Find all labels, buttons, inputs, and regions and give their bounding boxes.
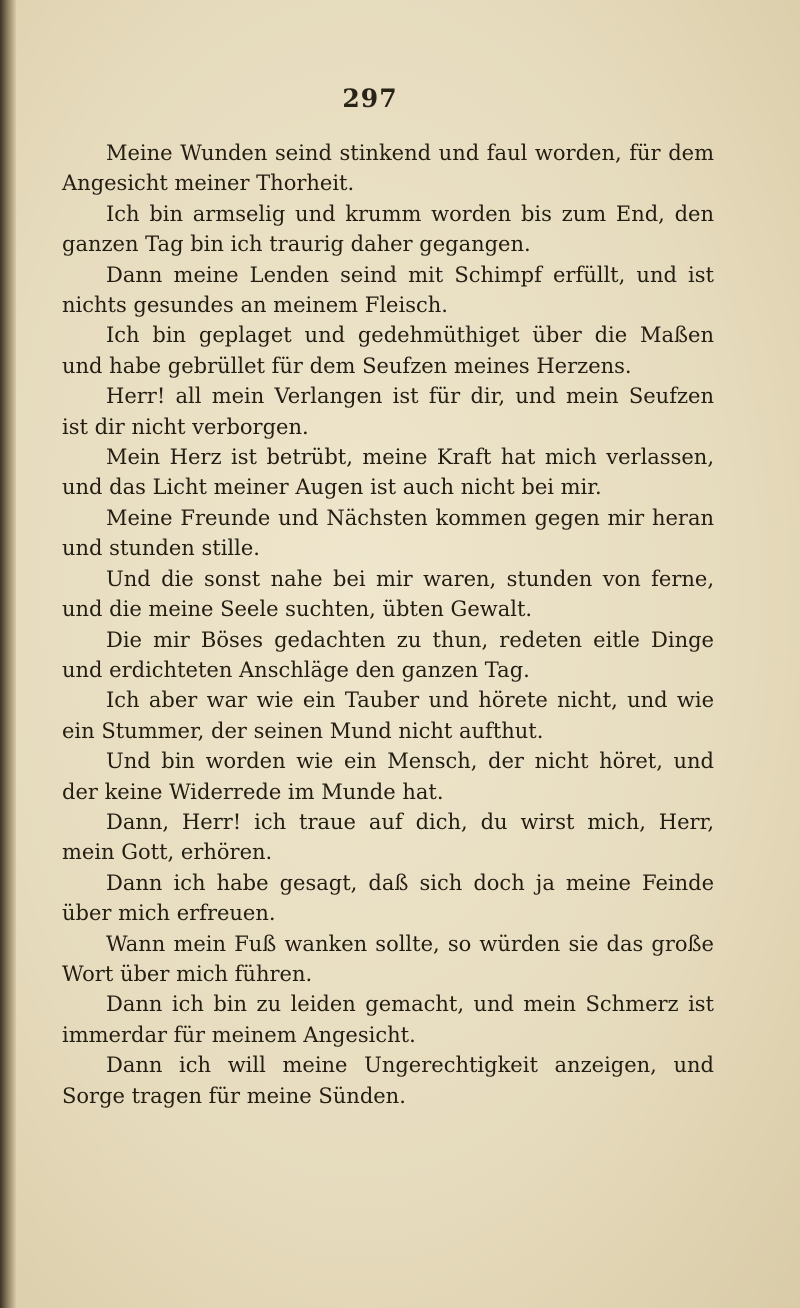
- verse-16: Dann ich will meine Ungerechtigkeit anzeigen, und Sorge tragen für meine Sünden.: [62, 1053, 714, 1108]
- page-number: 297: [342, 84, 398, 113]
- verse-7: Meine Freunde und Nächsten kommen gegen mir heran und stunden stille.: [62, 505, 714, 561]
- verse-12: Dann, Herr! ich traue auf dich, du wirst mich, Herr, mein Gott, erhören.: [62, 809, 714, 865]
- psalm-text: [62, 138, 714, 1111]
- verse-1: Meine Wunden seind stinkend und faul worden, für dem Angesicht meiner Thorheit.: [62, 141, 714, 196]
- verse-10: Ich aber war wie ein Tauber und hörete nicht, und wie ein Stummer, der seinen Mund nicht aufthut.: [62, 688, 714, 743]
- verse-5: Herr! all mein Verlangen ist für dir, und mein Seufzen ist dir nicht verborgen.: [62, 384, 714, 439]
- verse-15: Dann ich bin zu leiden gemacht, und mein Schmerz ist immerdar für meinem Angesicht.: [62, 992, 714, 1047]
- verse-9: Die mir Böses gedachten zu thun, redeten eitle Dinge und erdichteten Anschläge den ganzen Tag.: [62, 627, 714, 682]
- verse-8: Und die sonst nahe bei mir waren, stunden von ferne, und die meine Seele suchten, übten Gewalt.: [62, 566, 714, 622]
- verse-2: Ich bin armselig und krumm worden bis zum End, den ganzen Tag bin ich traurig daher gegangen.: [62, 201, 714, 257]
- verse-6: Mein Herz ist betrübt, meine Kraft hat mich verlassen, und das Licht meiner Augen ist auch nicht bei mir.: [62, 445, 714, 500]
- verse-13: Dann ich habe gesagt, daß sich doch ja meine Feinde über mich erfreuen.: [62, 870, 714, 926]
- verse-14: Wann mein Fuß wanken sollte, so würden sie das große Wort über mich führen.: [62, 931, 714, 986]
- verse-4: Ich bin geplaget und gedehmüthiget über die Maßen und habe gebrüllet für dem Seufzen meines Herzens.: [62, 323, 714, 378]
- verse-3: Dann meine Lenden seind mit Schimpf erfüllt, und ist nichts gesundes an meinem Fleisch.: [62, 262, 714, 318]
- verse-11: Und bin worden wie ein Mensch, der nicht höret, und der keine Widerrede im Munde hat.: [62, 749, 714, 804]
- book-spine-shadow: [0, 0, 16, 1308]
